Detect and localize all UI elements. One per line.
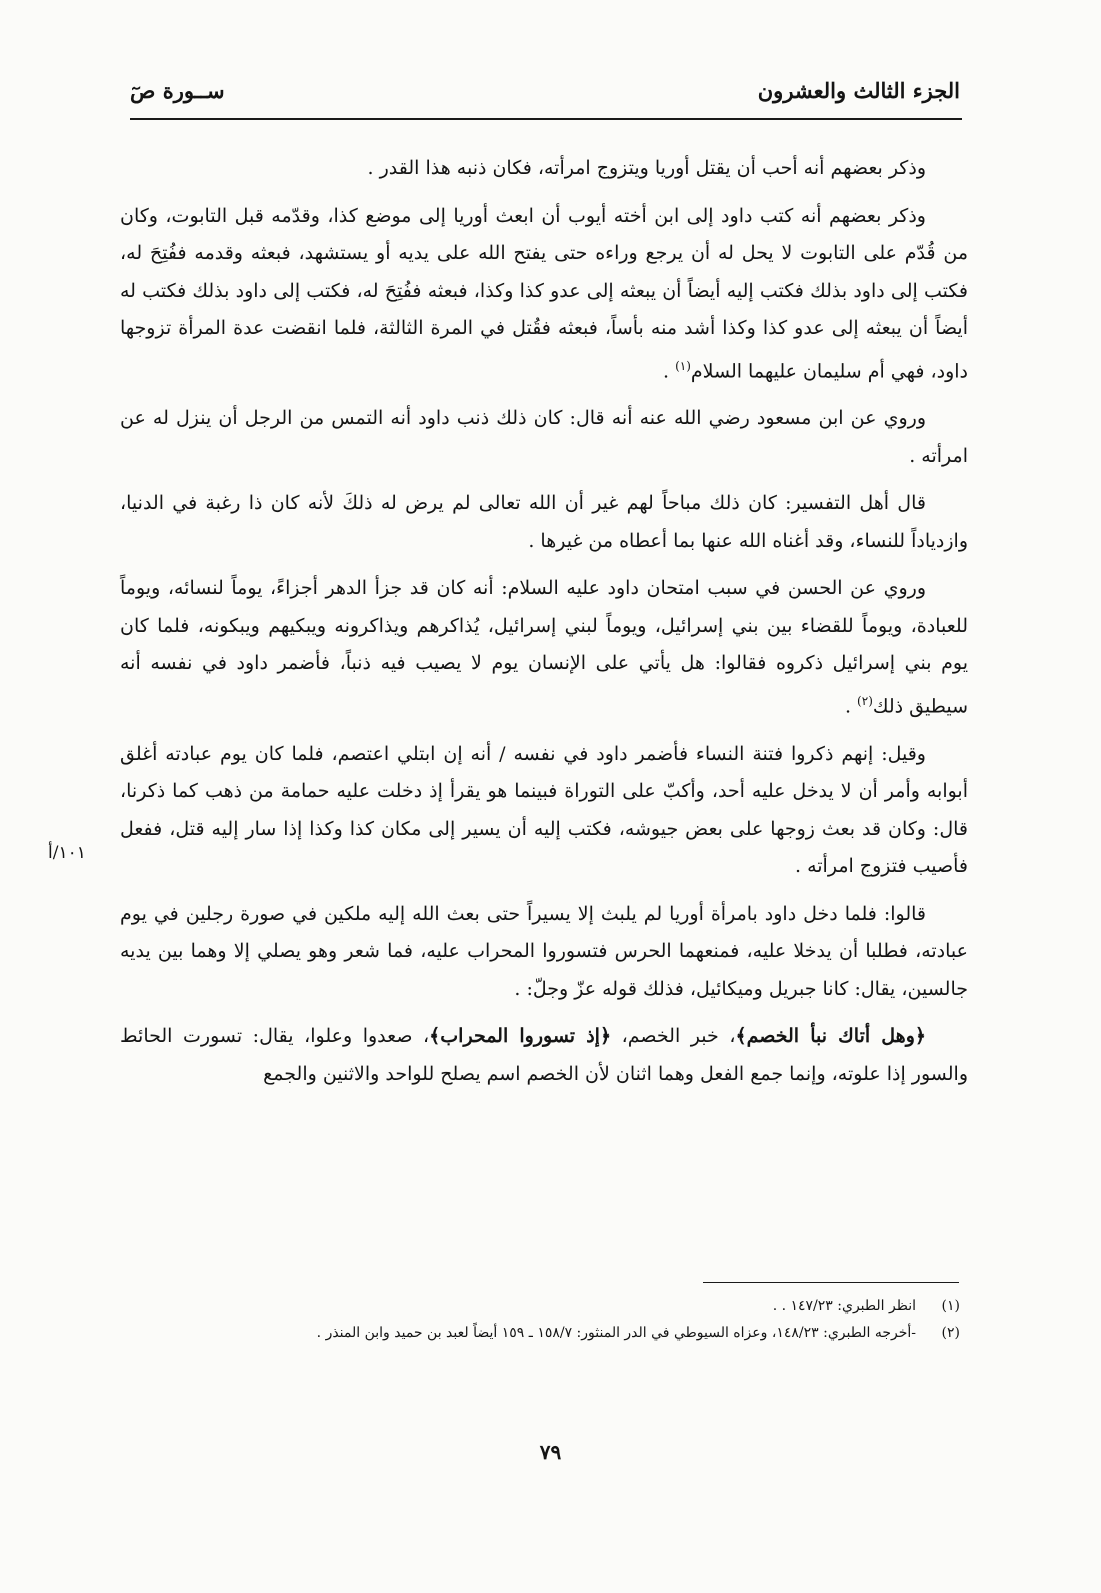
paragraph-5-text: وروي عن الحسن في سبب امتحان داود عليه السلام: أنه كان قد جزأ الدهر أجزاءً، يوماً لنسائه، ويوماً للعبادة، ويوماً للقضاء بين بني إسرائيل، ويوماً لبني إسرائيل، يُذاكرهم ويذاكرونه ويبكيهم ويبكونه، فلما كان يوم بني إسرائيل ذكروه فقالوا: هل يأتي على الإنسان يوم لا يصيب فيه ذنباً، فأضمر داود في نفسه أنه سيطيق ذلك: [120, 577, 968, 718]
paragraph-1: وذكر بعضهم أنه أحب أن يقتل أوريا ويتزوج امرأته، فكان ذنبه هذا القدر .: [367, 157, 926, 179]
footnote-ref-1: (١): [675, 358, 691, 373]
footnotes: [150, 1293, 960, 1347]
footnote-number: (١): [941, 1298, 960, 1314]
paragraph-6: وقيل: إنهم ذكروا فتنة النساء فأضمر داود في نفسه / أنه إن ابتلي اعتصم، فلما كان يوم عبادته أغلق أبوابه وأمر أن لا يدخل عليه أحد، وأكبّ على التوراة فبينما هو يقرأ إذ دخلت عليه حمامة من ذهب كما ذكرنا، قال: وكان قد بعث زوجها على بعض جيوشه، فكتب إليه أن يسير إلى مكان كذا وكذا إذا سار إليه قتل، ففعل فأصيب فتزوج امرأته .: [120, 742, 968, 878]
paragraph-7: قالوا: فلما دخل داود بامرأة أوريا لم يلبث إلا يسيراً حتى بعث الله إليه ملكين في صورة رجلين في يوم عبادته، فطلبا أن يدخلا عليه، فمنعهما الحرس فتسوروا المحراب عليه، فما شعر وهو يصلي إلا وهما بين يديه جالسين، يقال: كانا جبريل وميكائيل، فذلك قوله عزّ وجلّ: .: [120, 902, 968, 1000]
footnote-2: [150, 1320, 960, 1347]
running-header: [130, 70, 960, 110]
paragraph-4: قال أهل التفسير: كان ذلك مباحاً لهم غير أن الله تعالى لم يرض له ذلكَ لأنه كان ذا رغبة في الدنيا، وازدياداً للنساء، وقد أغناه الله عنها بما أعطاه من غيرها .: [120, 492, 968, 552]
paragraph-3: وروي عن ابن مسعود رضي الله عنه أنه قال: كان ذلك ذنب داود أنه التمس من الرجل أن ينزل له عن امرأته .: [120, 407, 968, 467]
paragraph-2-end: .: [662, 359, 676, 382]
paragraph-8-a: ، خبر الخصم،: [611, 1025, 736, 1048]
footnote-ref-2: (٢): [857, 693, 873, 708]
paragraph-8: [120, 1018, 968, 1093]
header-divider: [130, 118, 962, 120]
quran-quote-2: ﴿إذ تسوروا المحراب﴾: [429, 1025, 612, 1048]
quran-quote-1: ﴿وهل أتاك نبأ الخصم﴾: [735, 1025, 927, 1048]
paragraph-5-end: .: [844, 695, 858, 718]
paragraph-5: [120, 570, 968, 725]
page-number: ٧٩: [539, 1440, 562, 1464]
main-text: [120, 150, 968, 1103]
footnote-1: [150, 1293, 960, 1320]
footnote-divider: [703, 1282, 959, 1283]
paragraph-2: [120, 198, 968, 391]
manuscript-folio-note: ١٠١/أ: [48, 843, 86, 863]
paragraph-8-b: ، صعدوا وعلوا، يقال: تسورت الحائط والسور إذا علوته، وإنما جمع الفعل وهما اثنان لأن الخصم اسم يصلح للواحد والاثنين والجمع: [120, 1025, 968, 1085]
footnote-number: (٢): [941, 1325, 960, 1341]
part-title: الجزء الثالث والعشرون: [757, 77, 960, 103]
paragraph-2-text: وذكر بعضهم أنه كتب داود إلى ابن أخته أيوب أن ابعث أوريا إلى موضع كذا، وقدّمه قبل التابوت، وكان من قُدّم على التابوت لا يحل له أن يرجع وراءه حتى يفتح الله على يديه أو يستشهد، فبعثه وقدمه ففُتِحَ له، فكتب إلى داود بذلك فكتب إليه أيضاً أن يبعثه إلى عدو كذا وكذا، فبعثه ففُتِحَ له، فكتب إلى داود بذلك فكتب له أيضاً أن يبعثه إلى عدو كذا وكذا أشد منه بأساً، فبعثه فقُتل في المرة الثالثة، فلما انقضت عدة المرأة تزوجها داود، فهي أم سليمان عليهما السلام: [120, 204, 968, 382]
footnote-text: -أخرجه الطبري: ١٤٨/٢٣، وعزاه السيوطي في الدر المنثور: ١٥٨/٧ ـ ١٥٩ أيضاً لعبد بن حميد وابن المنذر .: [316, 1325, 916, 1341]
footnote-text: انظر الطبري: ١٤٧/٢٣ . .: [772, 1298, 916, 1314]
surah-title: ســورة صٓ: [130, 77, 225, 103]
